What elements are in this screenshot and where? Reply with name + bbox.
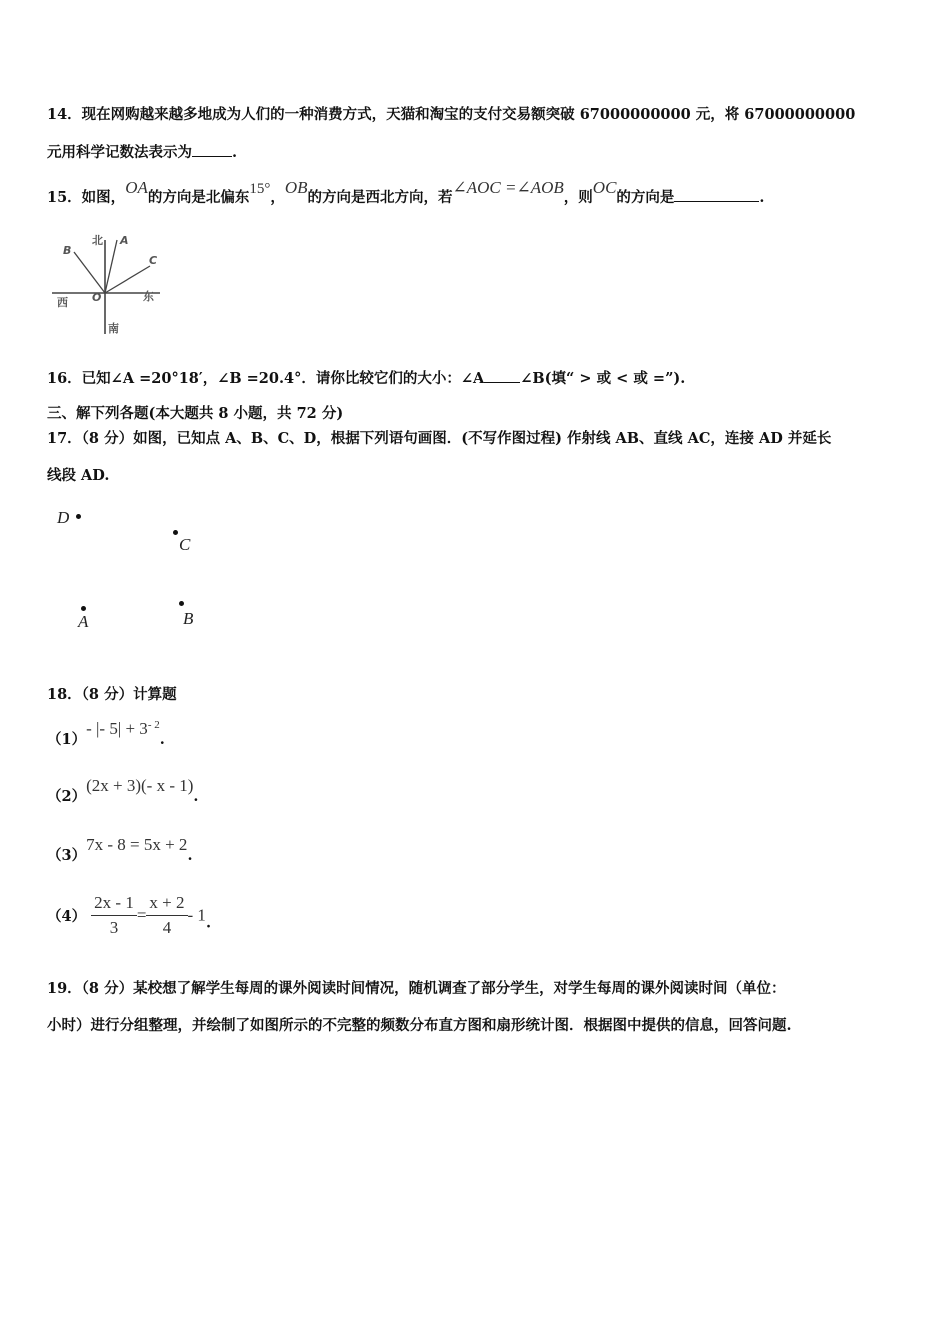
q15-text-c: 的方向是西北方向，若 [307,189,453,206]
q18-p2-dot: . [193,788,199,805]
q19-line2: 小时）进行分组整理，并绘制了如图所示的不完整的频数分布直方图和扇形统计图．根据图中提供的信息，回答问题. [47,1017,792,1034]
q15-text-e: 的方向是 [616,189,675,206]
q17-line1: 17．（8 分）如图，已知点 A、B、C、D，根据下列语句画图．(不写作图过程) 作射线 AB、直线 AC，连接 AD 并延长 [47,430,832,447]
q16-line [47,367,685,388]
ray-ob [74,252,105,293]
q17-line2: 线段 AD. [47,467,110,484]
q18-p1-exponent: - 2 [147,719,160,732]
q15-text-d: ，则 [563,189,593,206]
q15-answer-blank[interactable] [674,200,759,202]
label-east: 东 [143,290,154,303]
q18-part1 [47,718,165,748]
point-a-dot [81,606,86,611]
q18-p3-expr: 7x - 8 = 5x + 2 [86,835,188,854]
q18-part3 [47,834,193,864]
q18-p4-fraction2 [146,893,187,938]
q16-prefix: 16．已知∠A =20°18′，∠B =20.4°．请你比较它们的大小：∠A [47,370,485,387]
q18-p4-num1: 2x - 1 [91,893,137,916]
q18-part4 [47,893,211,938]
q18-p3-label: （3） [47,847,87,864]
label-b: B [63,244,72,257]
q15-compass-figure [52,230,167,338]
q18-p4-label: （4） [47,908,87,925]
q15-ob: OB [284,178,308,197]
q14-line2-suffix: . [232,144,238,161]
point-b-label: B [183,609,194,628]
q15-comma: ， [270,189,285,206]
q18-p4-num2: x + 2 [146,893,187,916]
q18-p1-label: （1） [47,731,87,748]
q18-p2-label: （2） [47,788,87,805]
q18-p4-fraction1 [91,893,137,938]
q15-degree: 15° [249,181,271,197]
q14-line2-prefix: 元用科学记数法表示为 [47,144,192,161]
point-b-dot [179,601,184,606]
label-west: 西 [57,296,68,309]
point-a-label: A [78,612,89,631]
q14-answer-blank[interactable] [192,155,232,157]
ray-oa [105,240,117,293]
ray-oc [105,266,150,293]
label-a: A [120,234,129,247]
q18-p1-expr: - |- 5| + 3 [86,719,148,738]
q18-p3-dot: . [187,847,193,864]
q19-line1: 19．（8 分）某校想了解学生每周的课外阅读时间情况，随机调查了部分学生，对学生每周的课外阅读时间（单位： [47,980,786,997]
q18-p4-den1: 3 [109,918,119,937]
q18-title: 18．（8 分）计算题 [47,686,177,703]
label-o: O [92,291,102,304]
label-south: 南 [108,322,119,335]
q15-line [47,178,765,207]
q15-text-a: 15．如图， [47,189,126,206]
q16-answer-blank[interactable] [484,381,520,383]
q16-suffix: ∠B(填“ > 或 < 或 =”). [520,370,686,387]
label-c: C [149,254,158,267]
q14-line2 [47,141,237,162]
point-d-dot [76,514,81,519]
q15-end: . [759,189,765,206]
q18-p1-dot: . [159,731,165,748]
q14-line1: 14．现在网购越来越多地成为人们的一种消费方式，天猫和淘宝的支付交易额突破 67000000000 元，将 67000000000 [47,106,856,123]
q18-p4-den2: 4 [162,918,172,937]
q18-p4-dot: . [205,914,211,932]
q15-text-b: 的方向是北偏东 [147,189,250,206]
point-c-dot [173,530,178,535]
q15-condition: ∠AOC =∠AOB [452,178,564,197]
q18-p4-equals: = [136,905,147,925]
label-north: 北 [92,234,103,247]
q18-part2 [47,775,199,805]
section3-heading: 三、解下列各题(本大题共 8 小题，共 72 分) [47,405,344,422]
point-c-label: C [179,535,191,554]
q15-oc: OC [592,178,617,197]
q18-p4-tail: - 1 [187,905,206,925]
q15-oa: OA [125,178,148,197]
q18-p2-expr: (2x + 3)(- x - 1) [86,776,194,795]
point-d-label: D [57,508,70,527]
